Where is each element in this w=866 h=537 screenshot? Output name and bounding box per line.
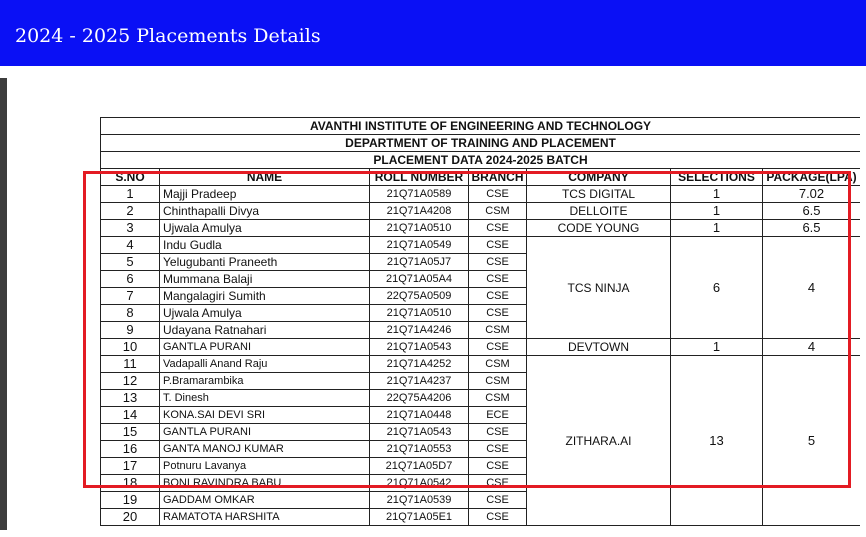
row-package: 5 [763, 356, 861, 526]
table-row [101, 339, 861, 356]
row-package: 7.02 [763, 186, 861, 203]
row-name: Potnuru Lavanya [160, 458, 370, 475]
row-roll-number: 21Q71A0542 [370, 475, 469, 492]
row-roll-number: 21Q71A05E1 [370, 509, 469, 526]
header-sno: S.NO [101, 169, 160, 186]
left-border-bar [0, 78, 7, 530]
row-branch: CSE [469, 509, 527, 526]
row-roll-number: 22Q75A4206 [370, 390, 469, 407]
table-row [101, 356, 861, 373]
row-branch: CSE [469, 475, 527, 492]
row-branch: CSE [469, 424, 527, 441]
row-name: Vadapalli Anand Raju [160, 356, 370, 373]
row-branch: CSM [469, 203, 527, 220]
row-name: Majji Pradeep [160, 186, 370, 203]
row-roll-number: 21Q71A0589 [370, 186, 469, 203]
row-name: BONI RAVINDRA BABU [160, 475, 370, 492]
row-sno: 11 [101, 356, 160, 373]
header-name: NAME [160, 169, 370, 186]
row-sno: 10 [101, 339, 160, 356]
row-roll-number: 21Q71A05D7 [370, 458, 469, 475]
row-sno: 8 [101, 305, 160, 322]
row-sno: 9 [101, 322, 160, 339]
row-name: Mangalagiri Sumith [160, 288, 370, 305]
row-name: GANTA MANOJ KUMAR [160, 441, 370, 458]
table-row [101, 186, 861, 203]
row-roll-number: 21Q71A4208 [370, 203, 469, 220]
row-branch: CSM [469, 373, 527, 390]
placement-table [100, 117, 860, 526]
row-sno: 3 [101, 220, 160, 237]
row-sno: 2 [101, 203, 160, 220]
row-branch: CSE [469, 220, 527, 237]
header-roll-number: ROLL NUMBER [370, 169, 469, 186]
table-row [101, 237, 861, 254]
row-roll-number: 22Q75A0509 [370, 288, 469, 305]
row-roll-number: 21Q71A0510 [370, 220, 469, 237]
table-row [101, 203, 861, 220]
row-name: KONA.SAI DEVI SRI [160, 407, 370, 424]
row-name: GANTLA PURANI [160, 424, 370, 441]
row-selections: 1 [671, 220, 763, 237]
header-company: COMPANY [527, 169, 671, 186]
row-sno: 13 [101, 390, 160, 407]
row-selections: 1 [671, 203, 763, 220]
row-name: T. Dinesh [160, 390, 370, 407]
batch-title-row [101, 152, 861, 169]
row-sno: 15 [101, 424, 160, 441]
row-name: Udayana Ratnahari [160, 322, 370, 339]
row-branch: CSE [469, 288, 527, 305]
row-branch: CSE [469, 237, 527, 254]
row-roll-number: 21Q71A4246 [370, 322, 469, 339]
row-sno: 4 [101, 237, 160, 254]
header-package: PACKAGE(LPA) [763, 169, 861, 186]
row-roll-number: 21Q71A0549 [370, 237, 469, 254]
row-company: DELLOITE [527, 203, 671, 220]
row-selections: 13 [671, 356, 763, 526]
row-roll-number: 21Q71A0510 [370, 305, 469, 322]
row-company: DEVTOWN [527, 339, 671, 356]
column-header-row [101, 169, 861, 186]
row-name: GANTLA PURANI [160, 339, 370, 356]
row-name: RAMATOTA HARSHITA [160, 509, 370, 526]
row-branch: CSM [469, 390, 527, 407]
row-branch: CSE [469, 339, 527, 356]
row-branch: ECE [469, 407, 527, 424]
row-sno: 20 [101, 509, 160, 526]
row-branch: CSE [469, 305, 527, 322]
row-sno: 1 [101, 186, 160, 203]
row-sno: 17 [101, 458, 160, 475]
header-selections: SELECTIONS [671, 169, 763, 186]
row-selections: 1 [671, 186, 763, 203]
row-package: 6.5 [763, 203, 861, 220]
row-sno: 5 [101, 254, 160, 271]
row-sno: 18 [101, 475, 160, 492]
row-roll-number: 21Q71A0543 [370, 339, 469, 356]
page-title: 2024 - 2025 Placements Details [15, 25, 321, 47]
row-branch: CSE [469, 254, 527, 271]
row-sno: 7 [101, 288, 160, 305]
department-title-row [101, 135, 861, 152]
row-name: P.Bramarambika [160, 373, 370, 390]
row-roll-number: 21Q71A4237 [370, 373, 469, 390]
row-branch: CSM [469, 356, 527, 373]
row-roll-number: 21Q71A0543 [370, 424, 469, 441]
row-company: ZITHARA.AI [527, 356, 671, 526]
row-name: Chinthapalli Divya [160, 203, 370, 220]
row-branch: CSE [469, 492, 527, 509]
row-roll-number: 21Q71A05A4 [370, 271, 469, 288]
row-name: Yelugubanti Praneeth [160, 254, 370, 271]
row-name: Indu Gudla [160, 237, 370, 254]
row-package: 6.5 [763, 220, 861, 237]
row-sno: 14 [101, 407, 160, 424]
placement-document [100, 117, 860, 537]
row-company: TCS DIGITAL [527, 186, 671, 203]
row-branch: CSE [469, 458, 527, 475]
row-roll-number: 21Q71A0553 [370, 441, 469, 458]
row-sno: 16 [101, 441, 160, 458]
row-roll-number: 21Q71A05J7 [370, 254, 469, 271]
row-branch: CSE [469, 186, 527, 203]
row-branch: CSE [469, 441, 527, 458]
row-name: Mummana Balaji [160, 271, 370, 288]
row-roll-number: 21Q71A0539 [370, 492, 469, 509]
row-roll-number: 21Q71A0448 [370, 407, 469, 424]
row-selections: 1 [671, 339, 763, 356]
row-name: Ujwala Amulya [160, 220, 370, 237]
institute-name: AVANTHI INSTITUTE OF ENGINEERING AND TECHNOLOGY [101, 118, 861, 135]
row-package: 4 [763, 339, 861, 356]
batch-title: PLACEMENT DATA 2024-2025 BATCH [101, 152, 861, 169]
row-name: Ujwala Amulya [160, 305, 370, 322]
row-branch: CSE [469, 271, 527, 288]
row-package: 4 [763, 237, 861, 339]
row-sno: 12 [101, 373, 160, 390]
header-branch: BRANCH [469, 169, 527, 186]
row-selections: 6 [671, 237, 763, 339]
row-name: GADDAM OMKAR [160, 492, 370, 509]
row-company: TCS NINJA [527, 237, 671, 339]
table-row [101, 220, 861, 237]
row-company: CODE YOUNG [527, 220, 671, 237]
page-header [0, 0, 866, 66]
row-sno: 19 [101, 492, 160, 509]
row-branch: CSM [469, 322, 527, 339]
row-sno: 6 [101, 271, 160, 288]
institute-title-row [101, 118, 861, 135]
department-name: DEPARTMENT OF TRAINING AND PLACEMENT [101, 135, 861, 152]
row-roll-number: 21Q71A4252 [370, 356, 469, 373]
